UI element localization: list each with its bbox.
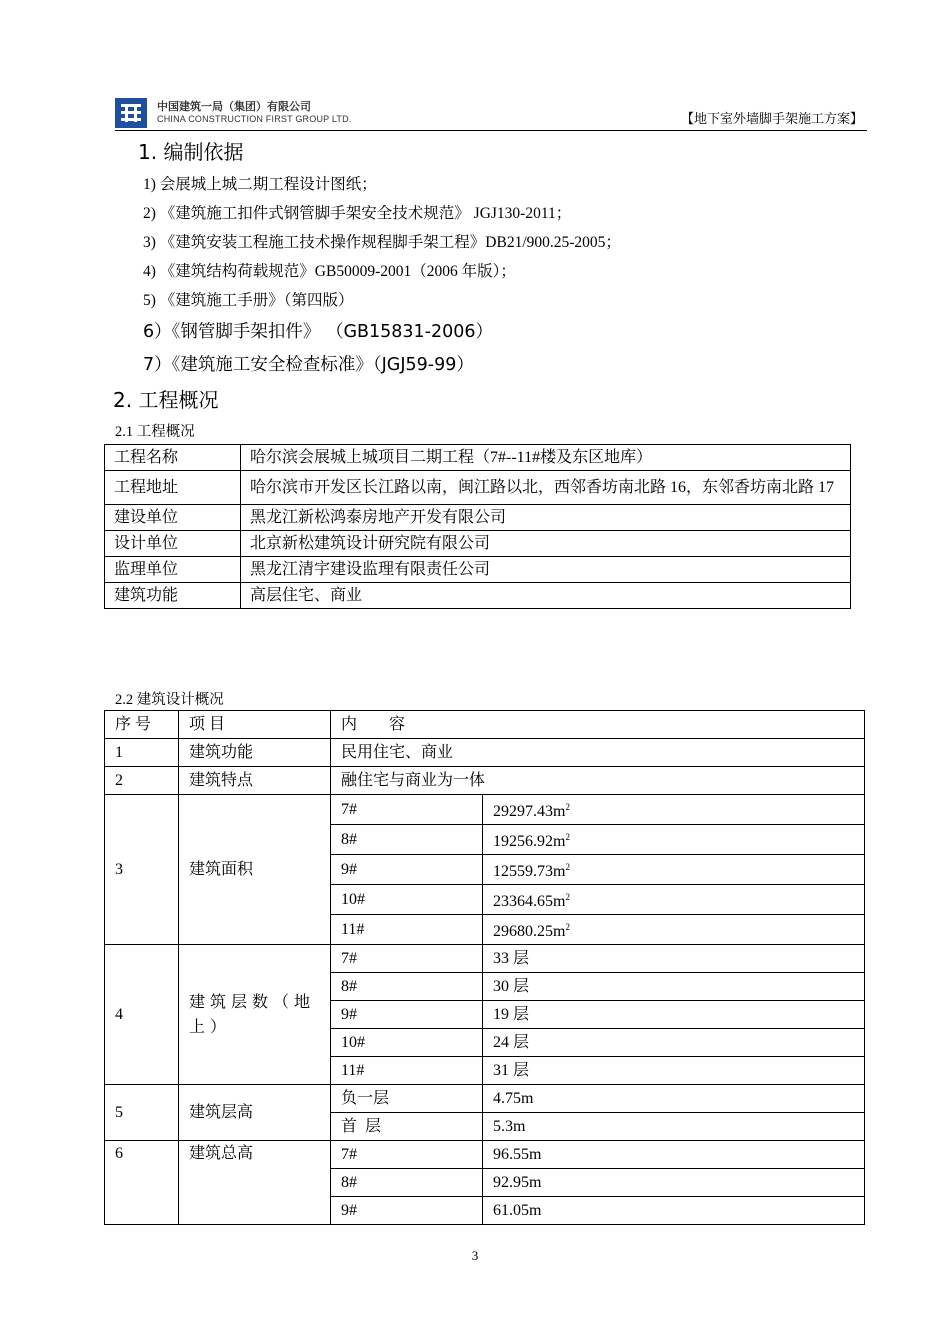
table-row [105, 471, 851, 505]
table-row [105, 505, 851, 531]
row-item: 建筑层数（地上） [179, 945, 331, 1085]
area-value: $29680.25m^2$ [483, 915, 865, 945]
building-no: 7# [331, 1141, 483, 1169]
field-label: 工程地址 [105, 471, 241, 505]
table-row [105, 1085, 865, 1113]
floors-value: 30 层 [483, 973, 865, 1001]
section1-heading: 1. 编制依据 [138, 140, 244, 164]
reference-item: 6）《钢管脚手架扣件》 （GB15831-2006） [143, 322, 494, 342]
company-logo-icon [115, 98, 147, 128]
header-item: 项 目 [179, 711, 331, 739]
row-item: 建筑面积 [179, 795, 331, 945]
section2-heading: 2. 工程概况 [113, 388, 219, 412]
row-item: 建筑层高 [179, 1085, 331, 1141]
field-value: 黑龙江新松鸿泰房地产开发有限公司 [241, 505, 851, 531]
building-no: 8# [331, 1169, 483, 1197]
floors-value: 33 层 [483, 945, 865, 973]
reference-item: 5) 《建筑施工手册》（第四版） [143, 292, 354, 309]
row-no: 3 [105, 795, 179, 945]
floors-value: 31 层 [483, 1057, 865, 1085]
table-header-row [105, 711, 865, 739]
floor-name: 负一层 [331, 1085, 483, 1113]
row-item: 建筑功能 [179, 739, 331, 767]
header-content: 内 容 [331, 711, 865, 739]
building-no: 7# [331, 795, 483, 825]
building-no: 8# [331, 973, 483, 1001]
row-no: 5 [105, 1085, 179, 1141]
table-row [105, 739, 865, 767]
building-no: 10# [331, 1029, 483, 1057]
row-content: 融住宅与商业为一体 [331, 767, 865, 795]
row-no: 2 [105, 767, 179, 795]
building-no: 7# [331, 945, 483, 973]
field-label: 工程名称 [105, 445, 241, 471]
subsection-title: 2.2 建筑设计概况 [115, 692, 224, 708]
total-height-value: 61.05m [483, 1197, 865, 1225]
field-label: 监理单位 [105, 557, 241, 583]
field-value: 哈尔滨会展城上城项目二期工程（7#--11#楼及东区地库） [241, 445, 851, 471]
field-label: 建筑功能 [105, 583, 241, 609]
field-value: 高层住宅、商业 [241, 583, 851, 609]
reference-item: 4) 《建筑结构荷载规范》GB50009-2001（2006 年版）； [143, 263, 516, 280]
field-value: 黑龙江清宇建设监理有限责任公司 [241, 557, 851, 583]
row-no: 6 [105, 1141, 179, 1225]
field-label: 设计单位 [105, 531, 241, 557]
field-label: 建设单位 [105, 505, 241, 531]
table-row [105, 795, 865, 825]
height-value: 4.75m [483, 1085, 865, 1113]
floor-name: 首 层 [331, 1113, 483, 1141]
floors-value: 24 层 [483, 1029, 865, 1057]
field-value: 北京新松建筑设计研究院有限公司 [241, 531, 851, 557]
area-value: $12559.73m^2$ [483, 855, 865, 885]
total-height-value: 96.55m [483, 1141, 865, 1169]
building-no: 9# [331, 1001, 483, 1029]
reference-item: 3) 《建筑安装工程施工技术操作规程脚手架工程》DB21/900.25-2005； [143, 234, 621, 251]
project-overview-table [104, 444, 851, 609]
page-header [115, 96, 867, 131]
row-no: 1 [105, 739, 179, 767]
company-name-en: CHINA CONSTRUCTION FIRST GROUP LTD. [157, 114, 352, 124]
area-value: $19256.92m^2$ [483, 825, 865, 855]
row-content: 民用住宅、商业 [331, 739, 865, 767]
company-name-cn: 中国建筑一局（集团）有限公司 [157, 100, 311, 113]
table-row [105, 583, 851, 609]
reference-item: 1) 会展城上城二期工程设计图纸； [143, 176, 377, 193]
building-no: 9# [331, 855, 483, 885]
document-title: 【地下室外墙脚手架施工方案】 [680, 111, 863, 126]
page-number: 3 [471, 1248, 479, 1263]
building-no: 8# [331, 825, 483, 855]
table-row [105, 767, 865, 795]
area-value: $23364.65m^2$ [483, 885, 865, 915]
row-item: 建筑特点 [179, 767, 331, 795]
building-no: 11# [331, 1057, 483, 1085]
area-value: $29297.43m^2$ [483, 795, 865, 825]
total-height-value: 92.95m [483, 1169, 865, 1197]
floors-value: 19 层 [483, 1001, 865, 1029]
building-no: 11# [331, 915, 483, 945]
building-no: 10# [331, 885, 483, 915]
reference-item: 2) 《建筑施工扣件式钢管脚手架安全技术规范》 JGJ130-2011； [143, 205, 572, 222]
field-value: 哈尔滨市开发区长江路以南，闽江路以北，西邻香坊南北路 16，东邻香坊南北路 17 [241, 471, 851, 505]
header-no: 序 号 [105, 711, 179, 739]
row-item: 建筑总高 [179, 1141, 331, 1225]
building-no: 9# [331, 1197, 483, 1225]
reference-item: 7）《建筑施工安全检查标准》（JGJ59-99） [143, 355, 474, 375]
design-overview-table [104, 710, 865, 1225]
height-value: 5.3m [483, 1113, 865, 1141]
table-row [105, 445, 851, 471]
table-row [105, 945, 865, 973]
row-no: 4 [105, 945, 179, 1085]
subsection-title: 2.1 工程概况 [115, 424, 195, 440]
table-row [105, 531, 851, 557]
table-row [105, 557, 851, 583]
table-row [105, 1141, 865, 1169]
